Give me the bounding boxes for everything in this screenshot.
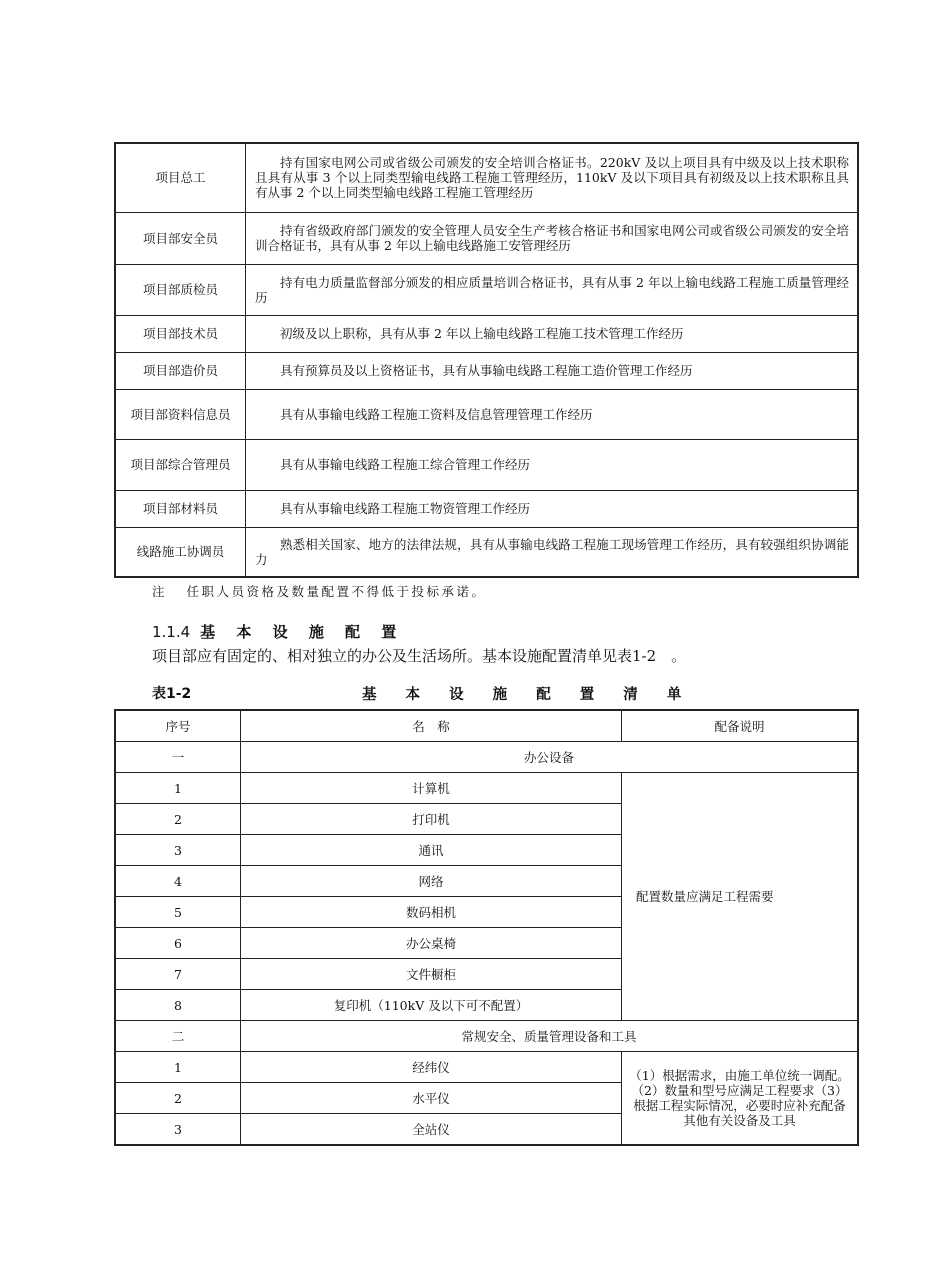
header-remark: 配备说明	[622, 710, 859, 742]
role-cell: 项目总工	[115, 143, 246, 212]
item-seq: 8	[115, 990, 241, 1021]
role-cell: 项目部造价员	[115, 352, 246, 389]
item-name: 全站仪	[241, 1114, 622, 1146]
item-remark: 配置数量应满足工程需要	[622, 773, 859, 1021]
table-row	[115, 212, 858, 264]
header-name: 名 称	[241, 710, 622, 742]
table-row	[115, 773, 858, 804]
item-seq: 1	[115, 773, 241, 804]
item-name: 水平仪	[241, 1083, 622, 1114]
item-name: 数码相机	[241, 897, 622, 928]
role-cell: 项目部技术员	[115, 315, 246, 352]
table-note	[152, 582, 487, 600]
table-row	[115, 352, 858, 389]
item-seq: 6	[115, 928, 241, 959]
table-row	[115, 527, 858, 577]
role-cell: 项目部资料信息员	[115, 389, 246, 439]
role-cell: 项目部安全员	[115, 212, 246, 264]
item-name: 办公桌椅	[241, 928, 622, 959]
role-cell: 项目部材料员	[115, 490, 246, 527]
item-seq: 2	[115, 1083, 241, 1114]
group-seq: 一	[115, 742, 241, 773]
personnel-requirements-table	[114, 142, 859, 578]
table-row	[115, 264, 858, 315]
table-row	[115, 1052, 858, 1083]
item-name: 打印机	[241, 804, 622, 835]
item-name: 网络	[241, 866, 622, 897]
note-label: 注	[152, 584, 165, 599]
role-cell: 项目部综合管理员	[115, 439, 246, 490]
item-seq: 2	[115, 804, 241, 835]
equipment-table	[114, 709, 859, 1146]
section-paragraph: 项目部应有固定的、相对独立的办公及生活场所。基本设施配置清单见表1-2 。	[152, 647, 687, 665]
table-row	[115, 439, 858, 490]
item-seq: 7	[115, 959, 241, 990]
item-seq: 5	[115, 897, 241, 928]
requirement-cell: 初级及以上职称，具有从事 2 年以上输电线路工程施工技术管理工作经历	[246, 315, 859, 352]
table-caption-number: 表1-2	[152, 686, 192, 702]
section-heading	[152, 621, 404, 642]
role-cell: 线路施工协调员	[115, 527, 246, 577]
group-seq: 二	[115, 1021, 241, 1052]
table-row	[115, 389, 858, 439]
group-label: 常规安全、质量管理设备和工具	[241, 1021, 859, 1052]
item-name: 计算机	[241, 773, 622, 804]
item-seq: 3	[115, 1114, 241, 1146]
group-row	[115, 742, 858, 773]
header-seq: 序号	[115, 710, 241, 742]
table-row	[115, 490, 858, 527]
requirement-cell: 具有从事输电线路工程施工物资管理工作经历	[246, 490, 859, 527]
table-header-row	[115, 710, 858, 742]
item-seq: 3	[115, 835, 241, 866]
section-number: 1.1.4	[152, 623, 191, 641]
item-seq: 1	[115, 1052, 241, 1083]
requirement-cell: 持有省级政府部门颁发的安全管理人员安全生产考核合格证书和国家电网公司或省级公司颁发的安全培训合格证书，具有从事 2 年以上输电线路施工安管理经历	[246, 212, 859, 264]
requirement-cell: 持有国家电网公司或省级公司颁发的安全培训合格证书。220kV 及以上项目具有中级及以上技术职称且具有从事 3 个以上同类型输电线路工程施工管理经历，110kV 及以下项目具有初级及以上技术职称且具有从事 2 个以上同类型输电线路工程施工管理经历	[246, 143, 859, 212]
note-text: 任职人员资格及数量配置不得低于投标承诺。	[186, 584, 487, 599]
group-label: 办公设备	[241, 742, 859, 773]
group-row	[115, 1021, 858, 1052]
table-row	[115, 315, 858, 352]
item-name: 文件橱柜	[241, 959, 622, 990]
item-name: 通讯	[241, 835, 622, 866]
item-remark: （1）根据需求，由施工单位统一调配。（2）数量和型号应满足工程要求（3）根据工程实际情况，必要时应补充配备其他有关设备及工具	[622, 1052, 859, 1146]
item-name: 复印机（110kV 及以下可不配置）	[241, 990, 622, 1021]
requirement-cell: 具有预算员及以上资格证书，具有从事输电线路工程施工造价管理工作经历	[246, 352, 859, 389]
role-cell: 项目部质检员	[115, 264, 246, 315]
item-name: 经纬仪	[241, 1052, 622, 1083]
item-seq: 4	[115, 866, 241, 897]
table-caption-title: 基 本 设 施 配 置 清 单	[362, 686, 694, 703]
requirement-cell: 持有电力质量监督部分颁发的相应质量培训合格证书，具有从事 2 年以上输电线路工程施工质量管理经历	[246, 264, 859, 315]
table-row	[115, 143, 858, 212]
requirement-cell: 具有从事输电线路工程施工资料及信息管理管理工作经历	[246, 389, 859, 439]
requirement-cell: 具有从事输电线路工程施工综合管理工作经历	[246, 439, 859, 490]
requirement-cell: 熟悉相关国家、地方的法律法规，具有从事输电线路工程施工现场管理工作经历，具有较强组织协调能力	[246, 527, 859, 577]
section-title: 基 本 设 施 配 置	[200, 623, 405, 641]
